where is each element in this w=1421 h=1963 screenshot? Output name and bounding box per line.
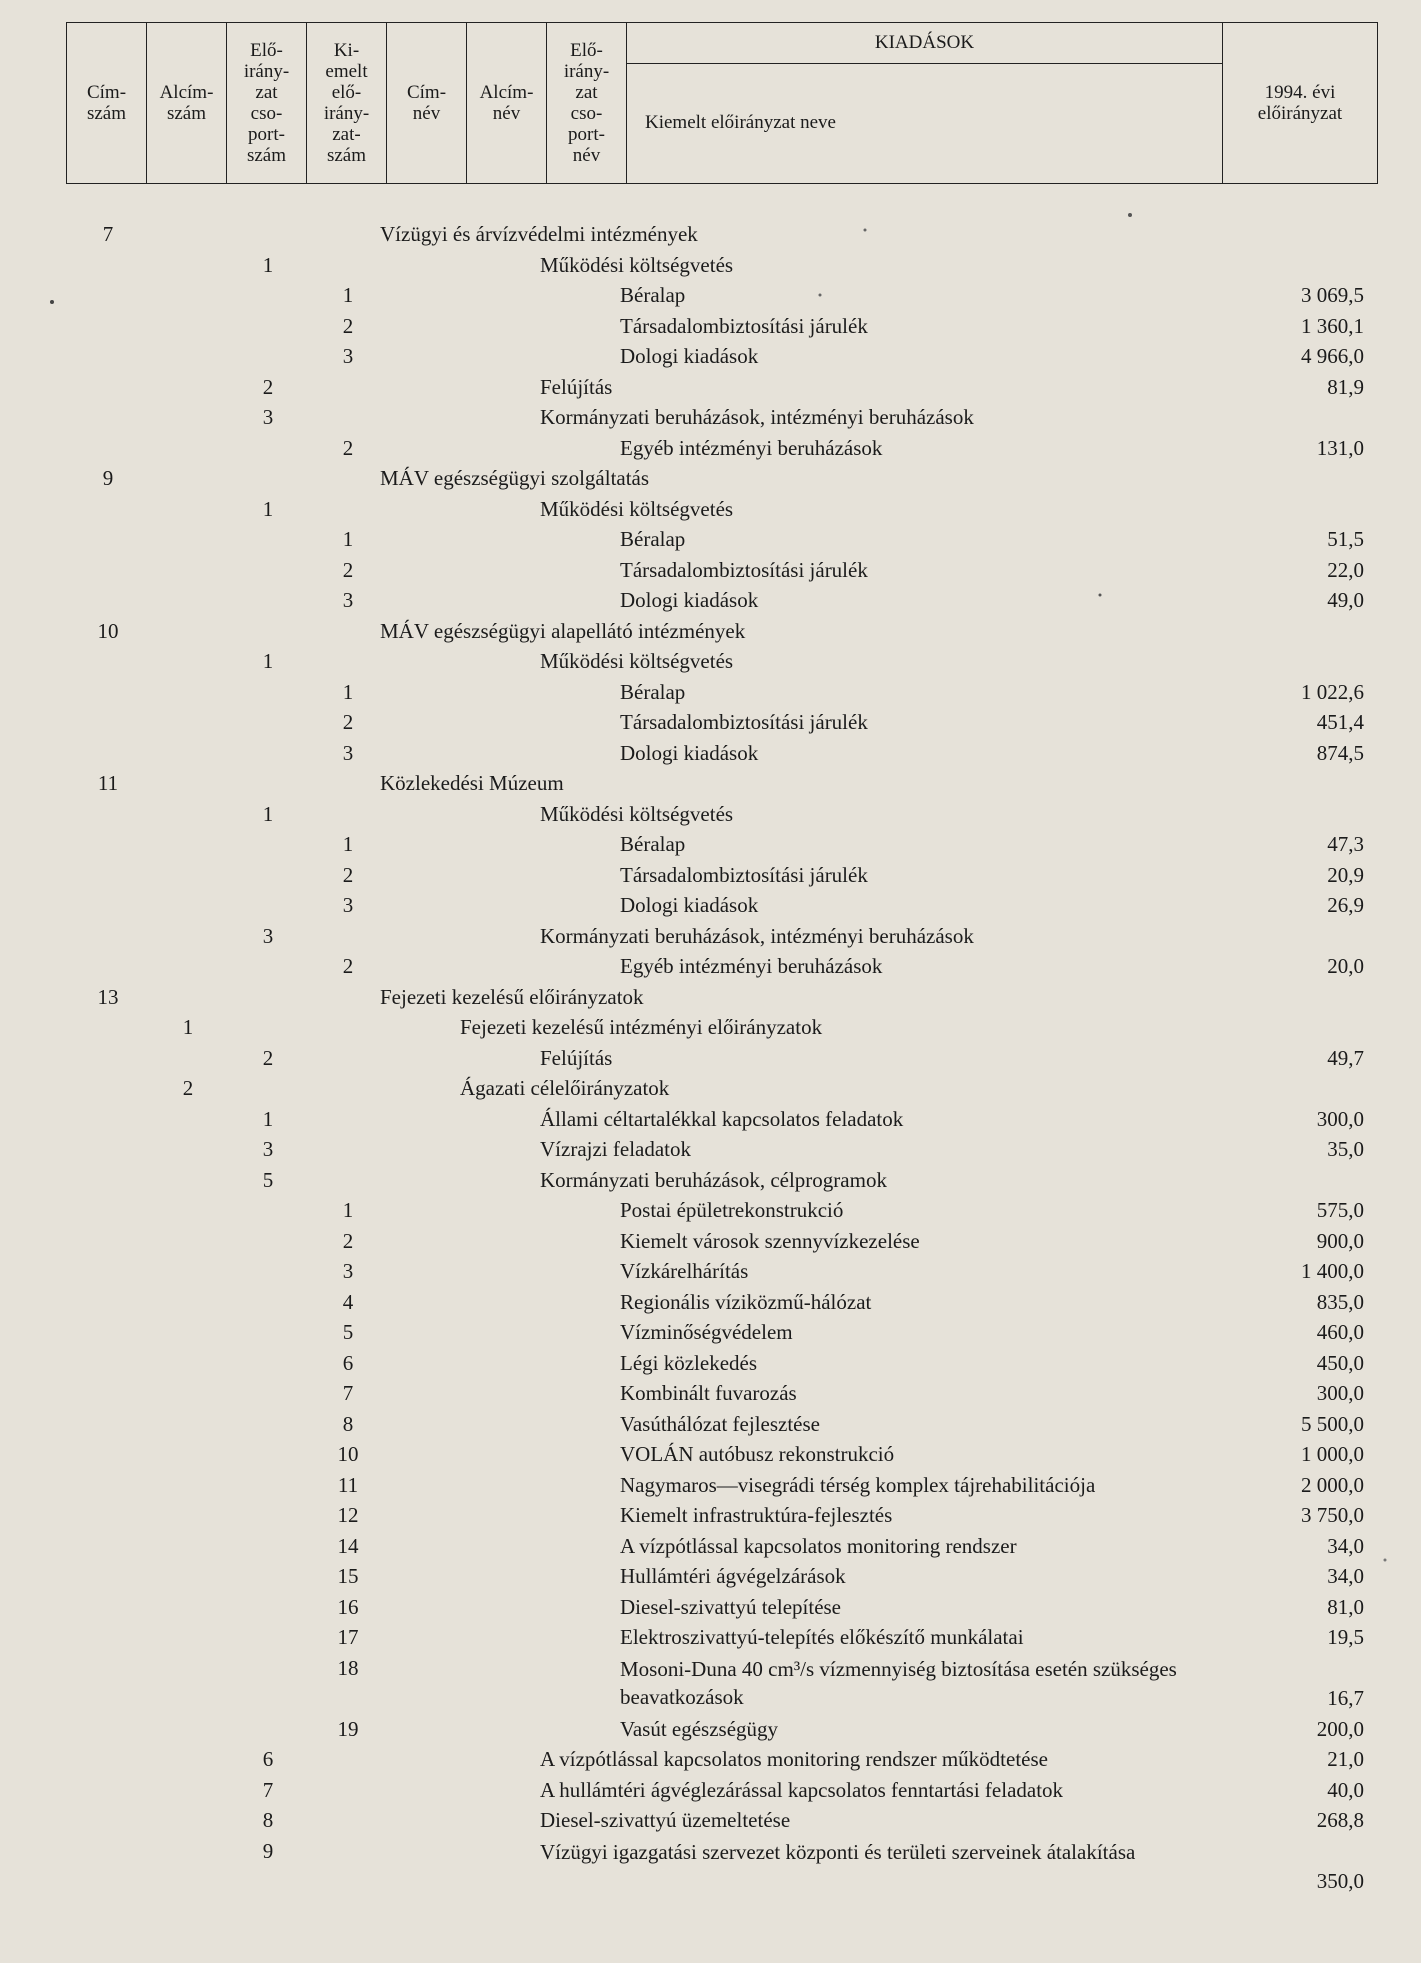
header-kiadasok [627, 23, 1223, 183]
row-value: 19,5 [1327, 1625, 1364, 1649]
row-value: 451,4 [1316, 710, 1364, 734]
row-name: Társadalombiztosítási járulék [620, 862, 868, 887]
row-number: 5 [262, 1167, 274, 1192]
table-row [0, 494, 1421, 524]
table-row [0, 768, 1421, 798]
row-value: 460,0 [1316, 1320, 1364, 1344]
row-name: MÁV egészségügyi szolgáltatás [380, 466, 650, 490]
row-name: MÁV egészségügyi alapellátó intézmények [380, 618, 746, 643]
row-name: A vízpótlással kapcsolatos monitoring rendszer működtetése [540, 1747, 1048, 1771]
row-number: 2 [342, 557, 354, 582]
row-value: 49,0 [1327, 588, 1364, 612]
row-number: 3 [342, 1259, 354, 1283]
row-number: 1 [182, 1015, 194, 1039]
table-row [0, 707, 1421, 737]
row-name: Nagymaros—visegrádi térség komplex tájrehabilitációja [620, 1472, 1096, 1497]
table-row [0, 341, 1421, 371]
row-number: 1 [262, 252, 274, 277]
row-value: 34,0 [1327, 1564, 1364, 1588]
row-number: 1 [262, 496, 274, 521]
row-name: Diesel-szivattyú üzemeltetése [540, 1808, 791, 1832]
table-row [0, 1653, 1421, 1714]
row-number: 1 [342, 832, 354, 856]
row-name: Postai épületrekonstrukció [620, 1198, 844, 1222]
row-name: VOLÁN autóbusz rekonstrukció [620, 1442, 895, 1466]
header-csoportnev: Elő- irány- zat cso- port- név [547, 23, 627, 183]
row-name: Kormányzati beruházások, intézményi beruházások [540, 923, 974, 948]
header-cimnev: Cím- név [387, 23, 467, 183]
row-name: Működési költségvetés [540, 496, 734, 521]
row-number: 1 [342, 283, 354, 307]
row-number: 2 [342, 710, 354, 734]
row-name: Ágazati célelőirányzatok [460, 1076, 670, 1100]
row-name: Vízrajzi feladatok [540, 1137, 691, 1161]
row-value: 20,9 [1327, 862, 1364, 887]
table-row [0, 555, 1421, 585]
table-row [0, 1226, 1421, 1256]
row-value: 2 000,0 [1301, 1472, 1364, 1497]
row-name: Dologi kiadások [620, 893, 759, 917]
row-name: Béralap [620, 283, 686, 307]
row-number: 18 [337, 1655, 359, 1680]
header-csoportszam: Elő- irány- zat cso- port- szám [227, 23, 307, 183]
row-name: Vízminőségvédelem [620, 1320, 793, 1344]
row-number: 7 [342, 1381, 354, 1405]
table-row [0, 1805, 1421, 1835]
table-row [0, 1317, 1421, 1347]
table-row [0, 372, 1421, 402]
table-row [0, 1531, 1421, 1561]
row-value: 350,0 [1316, 1869, 1364, 1893]
row-value: 1 000,0 [1301, 1442, 1364, 1466]
table-row [0, 1561, 1421, 1591]
table-row [0, 402, 1421, 432]
table-row [0, 1256, 1421, 1286]
table-row [0, 1043, 1421, 1073]
row-name: Dologi kiadások [620, 588, 759, 612]
row-value: 450,0 [1316, 1350, 1364, 1375]
row-name: Dologi kiadások [620, 344, 759, 368]
row-name: A hullámtéri ágvéglezárással kapcsolatos fenntartási feladatok [540, 1777, 1064, 1802]
row-name: Mosoni-Duna 40 cm³/s vízmennyiség biztosítása esetén szükséges beavatkozások [620, 1656, 1177, 1709]
row-value: 4 966,0 [1301, 344, 1364, 368]
table-row [0, 1714, 1421, 1744]
table-row [0, 890, 1421, 920]
row-number: 1 [342, 527, 354, 551]
row-name: Légi közlekedés [620, 1350, 758, 1375]
row-name: Társadalombiztosítási járulék [620, 313, 868, 338]
table-row [0, 1012, 1421, 1042]
row-value: 49,7 [1327, 1045, 1364, 1070]
table-row [0, 1409, 1421, 1439]
row-name: Regionális víziközmű-hálózat [620, 1289, 872, 1314]
row-name: Vasúthálózat fejlesztése [620, 1411, 820, 1436]
row-value: 51,5 [1327, 527, 1364, 551]
row-name: Egyéb intézményi beruházások [620, 435, 883, 460]
row-number: 2 [342, 313, 354, 338]
table-row [0, 1836, 1421, 1897]
table-row [0, 585, 1421, 615]
header-alcimszam: Alcím- szám [147, 23, 227, 183]
row-name: Béralap [620, 527, 686, 551]
table-row [0, 921, 1421, 951]
row-value: 300,0 [1316, 1106, 1364, 1131]
row-number: 1 [342, 1198, 354, 1222]
table-header [66, 22, 1378, 184]
row-number: 7 [102, 222, 114, 246]
row-value: 268,8 [1316, 1808, 1364, 1832]
row-number: 10 [97, 618, 119, 643]
table-row [0, 1500, 1421, 1530]
row-name: Felújítás [540, 374, 613, 399]
row-name: Társadalombiztosítási járulék [620, 710, 868, 734]
row-name: Egyéb intézményi beruházások [620, 954, 883, 978]
row-value: 22,0 [1327, 557, 1364, 582]
table-row [0, 1165, 1421, 1195]
table-row [0, 1378, 1421, 1408]
row-value: 16,7 [1327, 1686, 1364, 1710]
row-value: 20,0 [1327, 954, 1364, 978]
table-row [0, 1775, 1421, 1805]
row-number: 1 [262, 801, 274, 826]
row-name: Működési költségvetés [540, 801, 734, 826]
row-number: 2 [262, 1045, 274, 1070]
table-row [0, 311, 1421, 341]
row-value: 34,0 [1327, 1533, 1364, 1558]
table-row [0, 829, 1421, 859]
row-value: 131,0 [1316, 435, 1364, 460]
row-name: Vízkárelhárítás [620, 1259, 749, 1283]
table-row [0, 280, 1421, 310]
row-number: 3 [342, 893, 354, 917]
row-number: 19 [337, 1716, 359, 1741]
row-number: 2 [342, 1228, 354, 1253]
table-row [0, 219, 1421, 249]
row-number: 6 [342, 1350, 354, 1375]
header-cimszam: Cím- szám [67, 23, 147, 183]
row-number: 3 [262, 923, 274, 948]
table-row [0, 646, 1421, 676]
row-number: 10 [337, 1442, 359, 1466]
row-number: 7 [262, 1777, 274, 1802]
row-value: 1 400,0 [1301, 1259, 1364, 1283]
table-row [0, 524, 1421, 554]
row-name: Kombinált fuvarozás [620, 1381, 797, 1405]
row-number: 15 [337, 1564, 359, 1588]
row-number: 3 [342, 740, 354, 765]
table-row [0, 738, 1421, 768]
row-name: Állami céltartalékkal kapcsolatos feladatok [540, 1106, 904, 1131]
row-number: 8 [262, 1808, 274, 1832]
table-row [0, 799, 1421, 829]
row-value: 835,0 [1316, 1289, 1364, 1314]
row-name: Vízügyi és árvízvédelmi intézmények [380, 222, 698, 246]
row-name: Béralap [620, 832, 686, 856]
row-number: 2 [182, 1076, 194, 1100]
table-row [0, 1073, 1421, 1103]
row-number: 9 [102, 466, 114, 490]
row-name: Társadalombiztosítási járulék [620, 557, 868, 582]
row-name: Működési költségvetés [540, 649, 734, 673]
row-number: 3 [262, 1137, 274, 1161]
row-value: 81,9 [1327, 374, 1364, 399]
row-number: 1 [262, 649, 274, 673]
table-row [0, 1104, 1421, 1134]
row-name: A vízpótlással kapcsolatos monitoring rendszer [620, 1533, 1017, 1558]
row-value: 40,0 [1327, 1777, 1364, 1802]
row-value: 575,0 [1316, 1198, 1364, 1222]
table-row [0, 433, 1421, 463]
row-number: 14 [337, 1533, 359, 1558]
row-name: Kiemelt infrastruktúra-fejlesztés [620, 1503, 893, 1527]
row-number: 8 [342, 1411, 354, 1436]
row-number: 3 [342, 344, 354, 368]
row-value: 300,0 [1316, 1381, 1364, 1405]
row-value: 26,9 [1327, 893, 1364, 917]
header-kiadasok-title: KIADÁSOK [627, 23, 1222, 64]
row-number: 3 [262, 405, 274, 429]
header-kiemeltszam: Ki- emelt elő- irány- zat- szám [307, 23, 387, 183]
table-row [0, 1287, 1421, 1317]
table-row [0, 1195, 1421, 1225]
row-name: Kormányzati beruházások, célprogramok [540, 1167, 887, 1192]
row-name: Működési költségvetés [540, 252, 734, 277]
table-row [0, 1592, 1421, 1622]
row-number: 5 [342, 1320, 354, 1344]
row-number: 2 [262, 374, 274, 399]
row-number: 2 [342, 435, 354, 460]
table-row [0, 1134, 1421, 1164]
row-value: 874,5 [1316, 740, 1364, 765]
row-value: 900,0 [1316, 1228, 1364, 1253]
table-row [0, 1470, 1421, 1500]
table-row [0, 860, 1421, 890]
row-number: 4 [342, 1289, 354, 1314]
table-row [0, 1348, 1421, 1378]
row-name: Hullámtéri ágvégelzárások [620, 1564, 846, 1588]
row-number: 16 [337, 1594, 359, 1619]
table-row [0, 951, 1421, 981]
row-name: Vasút egészségügy [620, 1716, 779, 1741]
row-name: Kormányzati beruházások, intézményi beruházások [540, 405, 974, 429]
row-name: Diesel-szivattyú telepítése [620, 1594, 842, 1619]
header-alcimnev: Alcím- név [467, 23, 547, 183]
row-name: Közlekedési Múzeum [380, 771, 564, 795]
row-number: 9 [262, 1838, 274, 1863]
row-number: 11 [97, 771, 119, 795]
table-row [0, 1744, 1421, 1774]
row-number: 6 [262, 1747, 274, 1771]
row-number: 2 [342, 954, 354, 978]
row-name: Vízügyi igazgatási szervezet központi és területi szerveinek átalakítása [540, 1839, 1136, 1864]
table-row [0, 982, 1421, 1012]
header-kiemelt-neve: Kiemelt előirányzat neve [645, 112, 836, 133]
row-value: 35,0 [1327, 1137, 1364, 1161]
table-row [0, 250, 1421, 280]
row-name: Felújítás [540, 1045, 613, 1070]
row-value: 47,3 [1327, 832, 1364, 856]
row-name: Kiemelt városok szennyvízkezelése [620, 1228, 920, 1253]
row-number: 17 [337, 1625, 359, 1649]
row-number: 13 [97, 984, 119, 1009]
row-value: 200,0 [1316, 1716, 1364, 1741]
row-number: 12 [337, 1503, 359, 1527]
row-value: 5 500,0 [1301, 1411, 1364, 1436]
table-row [0, 463, 1421, 493]
row-value: 1 022,6 [1301, 679, 1364, 704]
row-name: Dologi kiadások [620, 740, 759, 765]
row-value: 3 069,5 [1301, 283, 1364, 307]
table-row [0, 1622, 1421, 1652]
row-number: 1 [342, 679, 354, 704]
row-name: Béralap [620, 679, 686, 704]
table-row [0, 677, 1421, 707]
row-name: Fejezeti kezelésű előirányzatok [380, 984, 644, 1009]
row-value: 3 750,0 [1301, 1503, 1364, 1527]
row-value: 81,0 [1327, 1594, 1364, 1619]
table-row [0, 616, 1421, 646]
row-name: Elektroszivattyú-telepítés előkészítő munkálatai [620, 1625, 1024, 1649]
row-number: 2 [342, 862, 354, 887]
table-row [0, 1439, 1421, 1469]
row-number: 11 [337, 1472, 359, 1497]
header-eloiranyzat-1994: 1994. évi előirányzat [1257, 82, 1343, 124]
row-number: 1 [262, 1106, 274, 1131]
row-value: 21,0 [1327, 1747, 1364, 1771]
row-number: 3 [342, 588, 354, 612]
row-value: 1 360,1 [1301, 313, 1364, 338]
row-name: Fejezeti kezelésű intézményi előirányzatok [460, 1015, 823, 1039]
